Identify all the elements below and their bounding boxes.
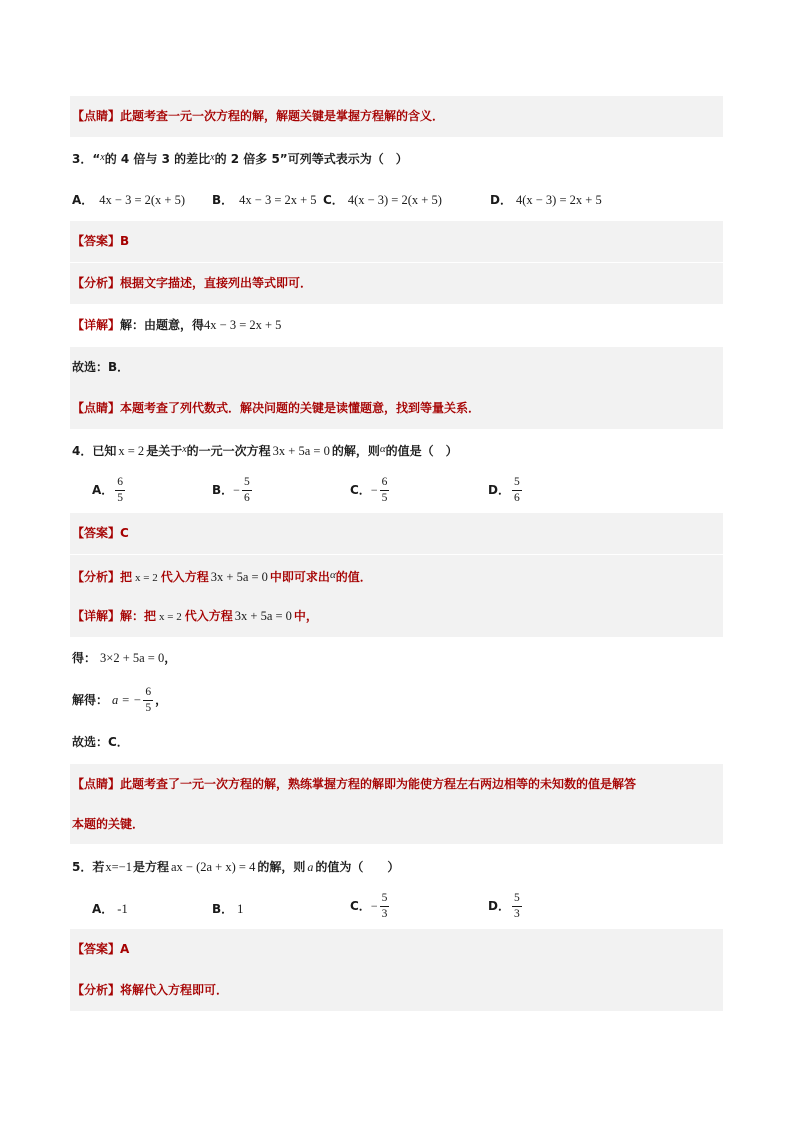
- option-label: C．: [323, 193, 344, 207]
- question-3: [72, 150, 408, 167]
- tip-label: 【点睛】: [72, 401, 121, 415]
- analysis-text: 把: [120, 570, 133, 584]
- numerator: 5: [512, 476, 522, 491]
- q5-option-b: [212, 900, 243, 917]
- option-expr: 4(x − 3) = 2x + 5: [515, 193, 602, 207]
- tip-text: 此题考查了一元一次方程的解，熟练掌握方程的解即为能使方程左右两边相等的未知数的值是解答: [120, 777, 637, 791]
- answer-label: 【答案】: [72, 526, 121, 540]
- q3-option-c: [323, 191, 442, 208]
- step-label: 得：: [72, 651, 97, 665]
- condition-expr: x = 2: [159, 611, 182, 623]
- question-text: 是关于: [146, 444, 183, 458]
- numerator: 6: [380, 476, 390, 491]
- fraction: [512, 476, 522, 505]
- option-value: 1: [237, 902, 244, 916]
- detail-expr: 4x − 3 = 2x + 5: [204, 318, 282, 332]
- numerator: 5: [512, 892, 522, 907]
- detail-label: 【详解】: [72, 609, 121, 623]
- question-number: 4．: [72, 444, 93, 458]
- option-label: B．: [212, 483, 234, 497]
- option-label: B．: [212, 902, 234, 916]
- equation-expr: 3x + 5a = 0: [234, 609, 292, 623]
- numerator: 6: [115, 476, 125, 491]
- analysis-text: 将解代入方程即可．: [120, 983, 229, 997]
- tip-text: 本题的关键．: [72, 817, 145, 831]
- step-end: ，: [164, 651, 177, 665]
- equation-expr: 3x + 5a = 0: [272, 444, 330, 458]
- q4-step2-row: [70, 680, 723, 721]
- fraction: [143, 686, 153, 715]
- analysis-text: 的值．: [335, 570, 372, 584]
- analysis-text: 根据文字描述，直接列出等式即可．: [120, 276, 313, 290]
- q4-answer-row: [70, 513, 723, 554]
- detail-label: 【详解】: [72, 318, 121, 332]
- q4-option-d: [488, 476, 524, 505]
- option-sign: −: [370, 899, 378, 913]
- detail-text: 中，: [293, 609, 318, 623]
- denominator: 5: [381, 492, 388, 504]
- question-text: 的值是（ ）: [385, 444, 458, 458]
- option-label: A．: [92, 902, 114, 916]
- question-text: 的 2 倍多 5”可列等式表示为（ ）: [214, 152, 408, 166]
- q4-option-a: [92, 476, 127, 505]
- question-text: 的解，则: [257, 860, 306, 874]
- step-expr: 3×2 + 5a = 0: [100, 651, 165, 665]
- q4-option-c: [350, 476, 391, 505]
- numerator: 5: [380, 892, 390, 907]
- fraction: [512, 892, 522, 921]
- q4-tip-row: [70, 764, 723, 844]
- q3-option-d: [490, 191, 602, 208]
- var-x: x: [182, 444, 187, 455]
- q4-option-b: [212, 476, 254, 505]
- tip-row-q2: [70, 96, 723, 137]
- numerator: 6: [143, 686, 153, 701]
- option-label: D．: [488, 483, 510, 497]
- denominator: 5: [117, 492, 124, 504]
- choose-text: 故选：B．: [72, 360, 130, 374]
- denominator: 6: [243, 492, 250, 504]
- option-label: C．: [350, 899, 371, 913]
- option-label: D．: [488, 899, 510, 913]
- question-text: 的值为（ ）: [315, 860, 400, 874]
- q4-step1-row: [70, 638, 723, 679]
- q3-detail-row: [70, 305, 723, 346]
- equation-expr: 3x + 5a = 0: [210, 570, 268, 584]
- analysis-text: 中即可求出: [269, 570, 330, 584]
- option-label: C．: [350, 483, 371, 497]
- step-end: ，: [155, 693, 168, 707]
- step-expr: a = −: [112, 693, 142, 707]
- answer-label: 【答案】: [72, 234, 121, 248]
- fraction: [242, 476, 252, 505]
- option-sign: −: [233, 483, 240, 497]
- var-x: x: [100, 152, 105, 163]
- q5-answer-row: [70, 929, 723, 970]
- q3-answer-row: [70, 221, 723, 262]
- question-text: “: [92, 152, 101, 166]
- option-expr: 4x − 3 = 2x + 5: [239, 193, 317, 207]
- var-x: x: [210, 152, 215, 163]
- q3-tip-row: [70, 388, 723, 429]
- option-expr: 4(x − 3) = 2(x + 5): [347, 193, 442, 207]
- tip-text: 本题考查了列代数式．解决问题的关键是读懂题意，找到等量关系．: [120, 401, 481, 415]
- option-label: A．: [92, 483, 114, 497]
- denominator: 3: [513, 908, 520, 920]
- question-text: 已知: [92, 444, 117, 458]
- equation-expr: ax − (2a + x) = 4: [171, 860, 256, 874]
- tip-line-1: [70, 764, 723, 804]
- tip-label: 【点睛】: [72, 109, 121, 123]
- condition-expr: x = 2: [118, 444, 145, 458]
- question-text: 是方程: [132, 860, 169, 874]
- question-4: [72, 442, 458, 459]
- var-a: α: [379, 443, 386, 455]
- option-label: D．: [490, 193, 512, 207]
- analysis-label: 【分析】: [72, 983, 121, 997]
- option-value: -1: [117, 902, 128, 916]
- denominator: 6: [513, 492, 520, 504]
- denominator: 5: [145, 702, 152, 714]
- detail-text: 解：把: [120, 609, 157, 623]
- answer-value: C: [120, 526, 129, 540]
- denominator: 3: [381, 908, 388, 920]
- analysis-text: 代入方程: [160, 570, 209, 584]
- tip-text: 此题考查一元一次方程的解，解题关键是掌握方程解的含义．: [120, 109, 445, 123]
- q5-option-a: [92, 900, 128, 917]
- question-text: 的一元一次方程: [186, 444, 271, 458]
- q3-choose-row: [70, 347, 723, 388]
- tip-line-2: [70, 804, 723, 844]
- q4-analysis-row: [70, 555, 723, 596]
- tip-label: 【点睛】: [72, 777, 121, 791]
- q3-option-a: [72, 191, 185, 208]
- q4-detail-row: [70, 596, 723, 637]
- choose-text: 故选：C．: [72, 735, 129, 749]
- fraction: [380, 892, 390, 921]
- option-label: A．: [72, 193, 94, 207]
- fraction: [380, 476, 390, 505]
- question-text: 若: [92, 860, 105, 874]
- q3-analysis-row: [70, 263, 723, 304]
- analysis-label: 【分析】: [72, 570, 121, 584]
- answer-value: B: [120, 234, 130, 248]
- option-sign: −: [370, 483, 378, 497]
- question-text: 的解，则: [331, 444, 380, 458]
- answer-label: 【答案】: [72, 942, 121, 956]
- question-number: 3．: [72, 152, 93, 166]
- q5-option-d: [488, 892, 524, 921]
- condition-expr: x=−1: [105, 860, 132, 874]
- question-5: [72, 858, 399, 875]
- var-a: α: [329, 569, 336, 581]
- option-expr: 4x − 3 = 2(x + 5): [99, 193, 186, 207]
- question-number: 5．: [72, 860, 93, 874]
- fraction: [115, 476, 125, 505]
- var-a: a: [307, 860, 314, 874]
- detail-text: 代入方程: [184, 609, 233, 623]
- answer-value: A: [120, 942, 130, 956]
- q4-choose-row: [70, 722, 723, 763]
- question-text: 的 4 倍与 3 的差比: [104, 152, 211, 166]
- q5-option-c: [350, 892, 391, 921]
- q3-option-b: [212, 191, 317, 208]
- detail-text: 解：由题意，得: [120, 318, 205, 332]
- step-label: 解得：: [72, 693, 109, 707]
- analysis-label: 【分析】: [72, 276, 121, 290]
- numerator: 5: [242, 476, 252, 491]
- condition-expr: x = 2: [135, 572, 158, 584]
- option-label: B．: [212, 193, 234, 207]
- q5-analysis-row: [70, 970, 723, 1011]
